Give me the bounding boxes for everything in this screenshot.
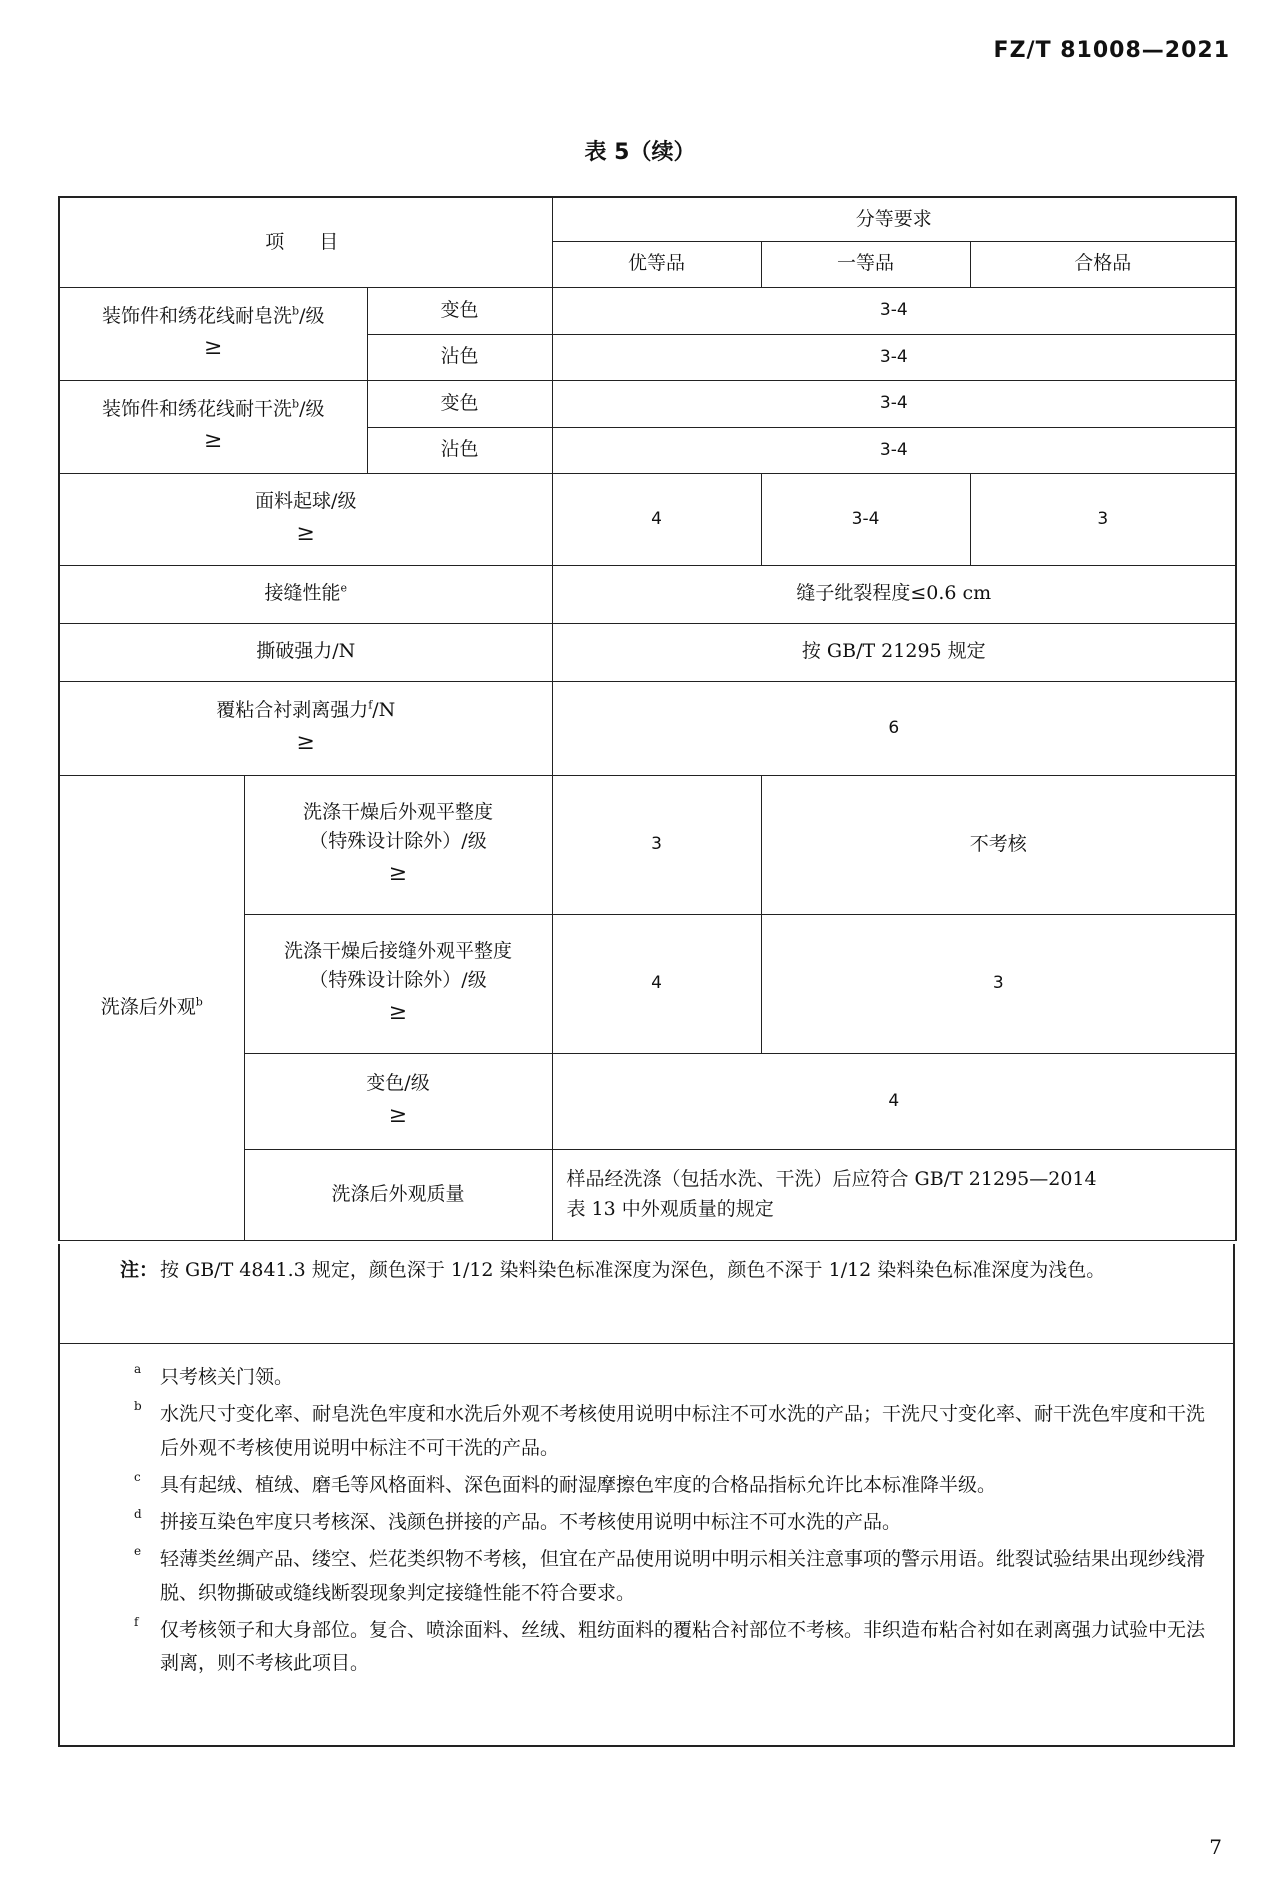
footnote-d: d 拼接互染色牢度只考核深、浅颜色拼接的产品。不考核使用说明中标注不可水洗的产品。 <box>134 1507 902 1533</box>
table-title: 表 5（续） <box>584 140 696 165</box>
row-seam-flatness-other: 3 <box>761 914 1236 1053</box>
row-dry-clean-sub-change: 变色 <box>367 380 552 427</box>
row-soap-wash-change-value: 3-4 <box>552 287 1236 334</box>
row-dry-clean-change-value: 3-4 <box>552 380 1236 427</box>
row-flatness-label: 洗涤干燥后外观平整度 （特殊设计除外）/级 ≥ <box>244 775 552 914</box>
row-appearance-quality-value: 样品经洗涤（包括水洗、干洗）后应符合 GB/T 21295—2014 表 13 中外观质量的规定 <box>552 1149 1236 1240</box>
row-dry-clean-stain-value: 3-4 <box>552 427 1236 473</box>
row-seam-flatness-label: 洗涤干燥后接缝外观平整度 （特殊设计除外）/级 ≥ <box>244 914 552 1053</box>
page-number: 7 <box>1209 1835 1222 1859</box>
row-pilling-superior: 4 <box>552 473 761 565</box>
header-grade-qualified: 合格品 <box>970 241 1236 287</box>
footnotes <box>58 1343 1235 1747</box>
row-pilling-first: 3-4 <box>761 473 970 565</box>
row-appearance-quality-label: 洗涤后外观质量 <box>244 1149 552 1240</box>
table-note <box>58 1244 1235 1344</box>
document-code: FZ/T 81008—2021 <box>993 38 1230 63</box>
header-grade-requirement: 分等要求 <box>552 197 1236 241</box>
footnote-b: b 水洗尺寸变化率、耐皂洗色牢度和水洗后外观不考核使用说明中标注不可水洗的产品；干洗尺寸变化率、耐干洗色牢度和干洗后外观不考核使用说明中标注不可干洗的产品。 <box>134 1399 1206 1459</box>
footnote-a: a 只考核关门领。 <box>134 1362 294 1388</box>
row-seam-label: 接缝性能$^e$ <box>59 565 552 623</box>
row-dry-clean-sub-stain: 沾色 <box>367 427 552 473</box>
row-after-wash-group-label: 洗涤后外观$^b$ <box>59 775 244 1240</box>
header-grade-first: 一等品 <box>761 241 970 287</box>
row-dry-clean-label: 装饰件和绣花线耐干洗$^b$/级 ≥ <box>59 380 367 473</box>
row-soap-wash-sub-stain: 沾色 <box>367 334 552 380</box>
row-soap-wash-sub-change: 变色 <box>367 287 552 334</box>
footnote-c: c 具有起绒、植绒、磨毛等风格面料、深色面料的耐湿摩擦色牢度的合格品指标允许比本标准降半级。 <box>134 1469 997 1496</box>
row-pilling-label: 面料起球/级 ≥ <box>59 473 552 565</box>
row-flatness-other: 不考核 <box>761 775 1236 914</box>
row-color-change-value: 4 <box>552 1053 1236 1149</box>
note-label: 注： <box>120 1259 159 1281</box>
header-item: 项 目 <box>59 197 552 287</box>
note-text: 按 GB/T 4841.3 规定，颜色深于 1/12 染料染色标准深度为深色，颜色不深于 1/12 染料染色标准深度为浅色。 <box>160 1259 1106 1281</box>
row-soap-wash-label: 装饰件和绣花线耐皂洗$^b$/级 ≥ <box>59 287 367 380</box>
row-peel-value: 6 <box>552 681 1236 775</box>
row-flatness-superior: 3 <box>552 775 761 914</box>
row-color-change-label: 变色/级 ≥ <box>244 1053 552 1149</box>
row-tear-value: 按 GB/T 21295 规定 <box>552 623 1236 681</box>
header-grade-superior: 优等品 <box>552 241 761 287</box>
footnote-f: f 仅考核领子和大身部位。复合、喷涂面料、丝绒、粗纺面料的覆粘合衬部位不考核。非织造布粘合衬如在剥离强力试验中无法剥离，则不考核此项目。 <box>134 1614 1206 1674</box>
footnote-e: e 轻薄类丝绸产品、缕空、烂花类织物不考核，但宜在产品使用说明中明示相关注意事项的警示用语。纰裂试验结果出现纱线滑脱、织物撕破或缝线断裂现象判定接缝性能不符合要求。 <box>134 1544 1206 1604</box>
row-seam-flatness-superior: 4 <box>552 914 761 1053</box>
row-soap-wash-stain-value: 3-4 <box>552 334 1236 380</box>
row-seam-value: 缝子纰裂程度≤0.6 cm <box>552 565 1236 623</box>
row-tear-label: 撕破强力/N <box>59 623 552 681</box>
row-pilling-qualified: 3 <box>970 473 1236 565</box>
grade-requirements-table <box>58 196 1237 1241</box>
row-peel-label: 覆粘合衬剥离强力$^f$/N ≥ <box>59 681 552 775</box>
